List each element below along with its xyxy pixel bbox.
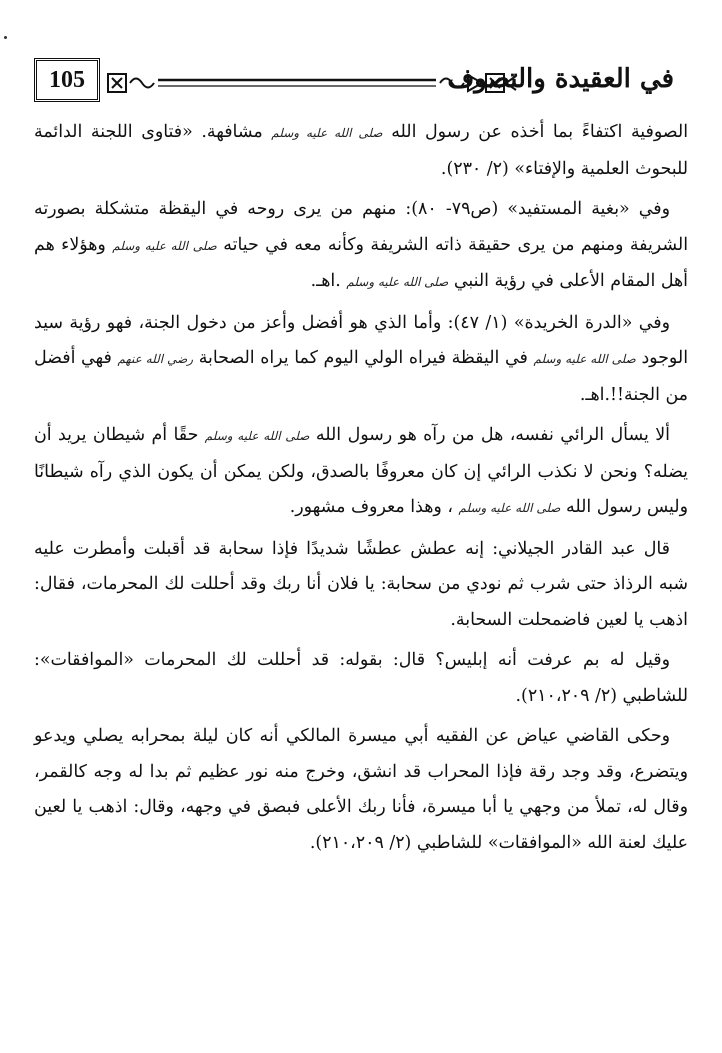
paragraph-4 <box>34 418 688 527</box>
paragraph-text: وهؤلاء هم أهل المقام الأعلى في رؤية النبي <box>34 234 688 291</box>
paragraph-text: ، وهذا معروف مشهور. <box>289 497 453 517</box>
honorific-calligraphy: صلى الله عليه وسلم <box>533 352 636 366</box>
paragraph-2 <box>34 192 688 301</box>
radiya-calligraphy: رضي الله عنهم <box>117 352 194 366</box>
honorific-calligraphy: صلى الله عليه وسلم <box>458 501 561 515</box>
paragraph-6 <box>34 643 688 714</box>
paragraph-7 <box>34 719 688 861</box>
page-body <box>34 115 688 866</box>
paragraph-text: قال عبد القادر الجيلاني: إنه عطش عطشًا شديدًا فإذا سحابة قد أقبلت وأمطرت عليه شبه الرذاذ حتى شرب ثم نودي من سحابة: يا فلان أنا ربك وقد أحللت لك المحرمات، فقال: اذهب يا لعين فاضمحلت السحابة. <box>34 538 688 630</box>
paragraph-text: فهي أفضل من الجنة!!.اهـ. <box>34 348 688 405</box>
honorific-calligraphy: صلى الله عليه وسلم <box>271 126 383 140</box>
paragraph-text: وحكى القاضي عياض عن الفقيه أبي ميسرة المالكي أنه كان ليلة بمحرابه يصلي ويدعو ويتضرع، وقد وجد رقة فإذا المحراب قد انشق، وخرج منه نور عظيم ثم بدا له وجه كالقمر، وقال له، تملأ من وجهي يا أبا ميسرة، فأنا ربك الأعلى فبصق في وجهه، وقال: اذهب يا لعين عليك لعنة الله «الموافقات» للشاطبي (٢/ ٢١٠،٢٠٩). <box>34 726 688 853</box>
paragraph-text: حقًا أم شيطان يريد أن يضله؟ ونحن لا نكذب الرائي إن كان معروفًا بالصدق، ولكن يمكن أن يكون الذي رآه شيطانًا وليس رسول الله <box>34 425 688 517</box>
honorific-calligraphy: صلى الله عليه وسلم <box>346 275 449 289</box>
book-title: في العقيدة والتصوف <box>447 64 674 94</box>
page-number: 105 <box>34 58 100 102</box>
paragraph-3 <box>34 306 688 414</box>
paragraph-text: مشافهة. «فتاوى اللجنة الدائمة للبحوث العلمية والإفتاء» (٢/ ٢٣٠). <box>34 122 688 179</box>
scan-speck <box>4 36 7 39</box>
paragraph-text: .اهـ. <box>310 271 341 291</box>
page-header <box>34 58 674 108</box>
paragraph-text: في اليقظة فيراه الولي اليوم كما يراه الصحابة <box>198 348 528 368</box>
honorific-calligraphy: صلى الله عليه وسلم <box>112 238 217 253</box>
paragraph-1 <box>34 115 688 187</box>
paragraph-text: وفي «بغية المستفيد» (ص٧٩- ٨٠): منهم من يرى روحه في اليقظة متشكلة بصورته الشريفة ومنهم من يرى حقيقة ذاته الشريفة وكأنه معه في حياته <box>34 199 689 255</box>
paragraph-text: ألا يسأل الرائي نفسه، هل من رآه هو رسول الله <box>315 425 671 445</box>
paragraph-text: الصوفية اكتفاءً بما أخذه عن رسول الله <box>391 122 689 142</box>
paragraph-5 <box>34 532 688 639</box>
paragraph-text: وفي «الدرة الخريدة» (١/ ٤٧): وأما الذي هو أفضل وأعز من دخول الجنة، فهو رؤية سيد الوجود <box>34 312 689 368</box>
honorific-calligraphy: صلى الله عليه وسلم <box>204 429 310 443</box>
paragraph-text: وقيل له بم عرفت أنه إبليس؟ قال: بقوله: قد أحللت لك المحرمات «الموافقات»: للشاطبي (٢/ ٢١٠،٢٠٩). <box>34 650 688 706</box>
